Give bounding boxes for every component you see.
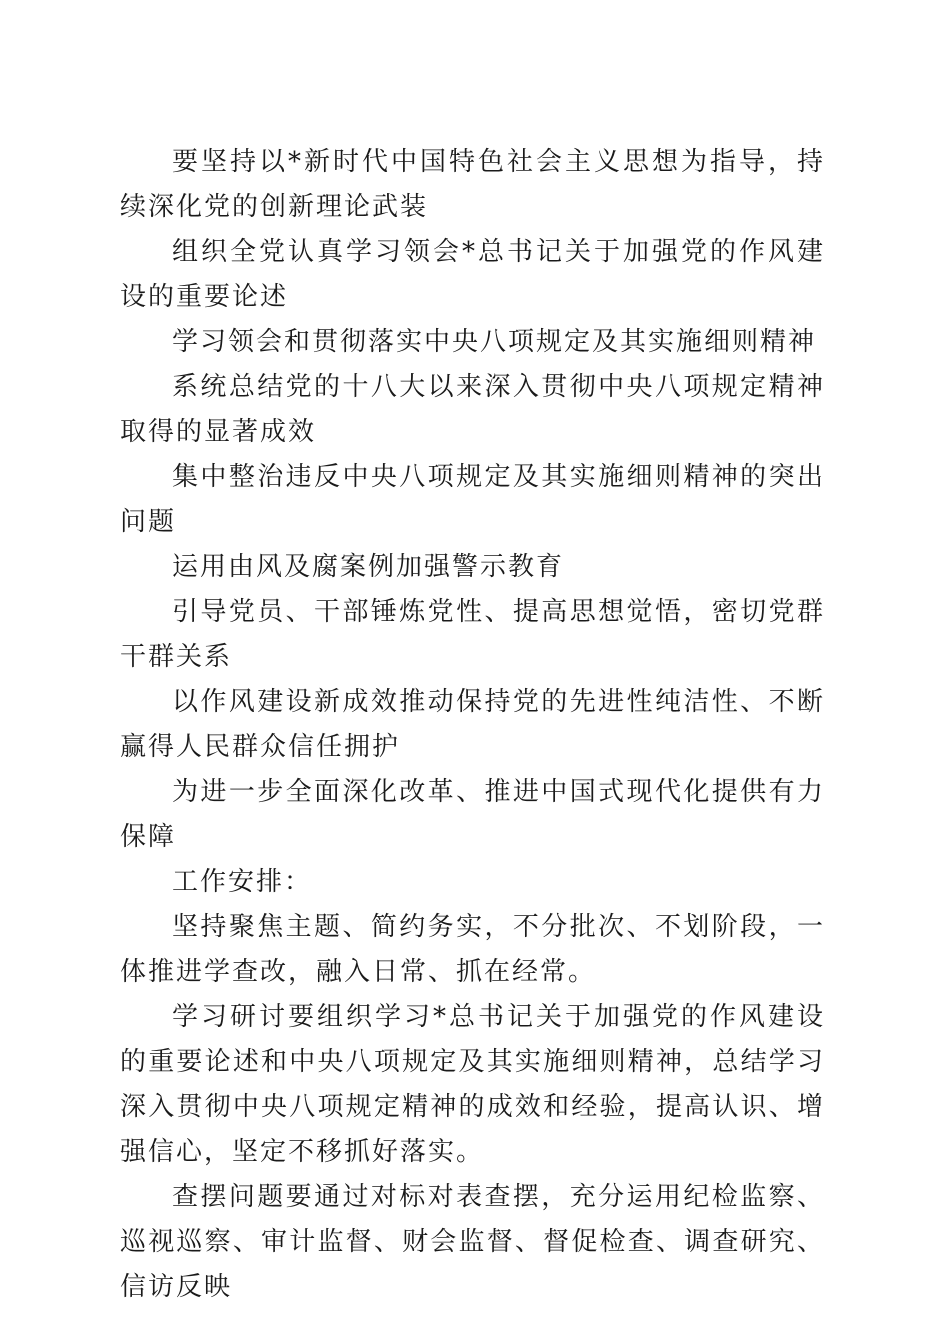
- paragraph: 要坚持以*新时代中国特色社会主义思想为指导，持续深化党的创新理论武装: [120, 147, 825, 222]
- paragraph: 系统总结党的十八大以来深入贯彻中央八项规定精神取得的显著成效: [120, 372, 825, 447]
- paragraph: 运用由风及腐案例加强警示教育: [172, 552, 565, 582]
- paragraph: 组织全党认真学习领会*总书记关于加强党的作风建设的重要论述: [120, 237, 825, 312]
- section-heading: 工作安排：: [172, 867, 313, 897]
- document-body: [120, 140, 825, 1310]
- paragraph: 坚持聚焦主题、简约务实，不分批次、不划阶段，一体推进学查改，融入日常、抓在经常。: [120, 912, 825, 987]
- paragraph: 为进一步全面深化改革、推进中国式现代化提供有力保障: [120, 777, 825, 852]
- paragraph: 引导党员、干部锤炼党性、提高思想觉悟，密切党群干群关系: [120, 597, 825, 672]
- paragraph: 学习领会和贯彻落实中央八项规定及其实施细则精神: [172, 327, 817, 357]
- paragraph: 查摆问题要通过对标对表查摆，充分运用纪检监察、巡视巡察、审计监督、财会监督、督促检查、调查研究、信访反映: [120, 1182, 825, 1302]
- paragraph: 集中整治违反中央八项规定及其实施细则精神的突出问题: [120, 462, 825, 537]
- paragraph: 学习研讨要组织学习*总书记关于加强党的作风建设的重要论述和中央八项规定及其实施细则精神，总结学习深入贯彻中央八项规定精神的成效和经验，提高认识、增强信心，坚定不移抓好落实。: [120, 1002, 825, 1167]
- paragraph: 以作风建设新成效推动保持党的先进性纯洁性、不断赢得人民群众信任拥护: [120, 687, 825, 762]
